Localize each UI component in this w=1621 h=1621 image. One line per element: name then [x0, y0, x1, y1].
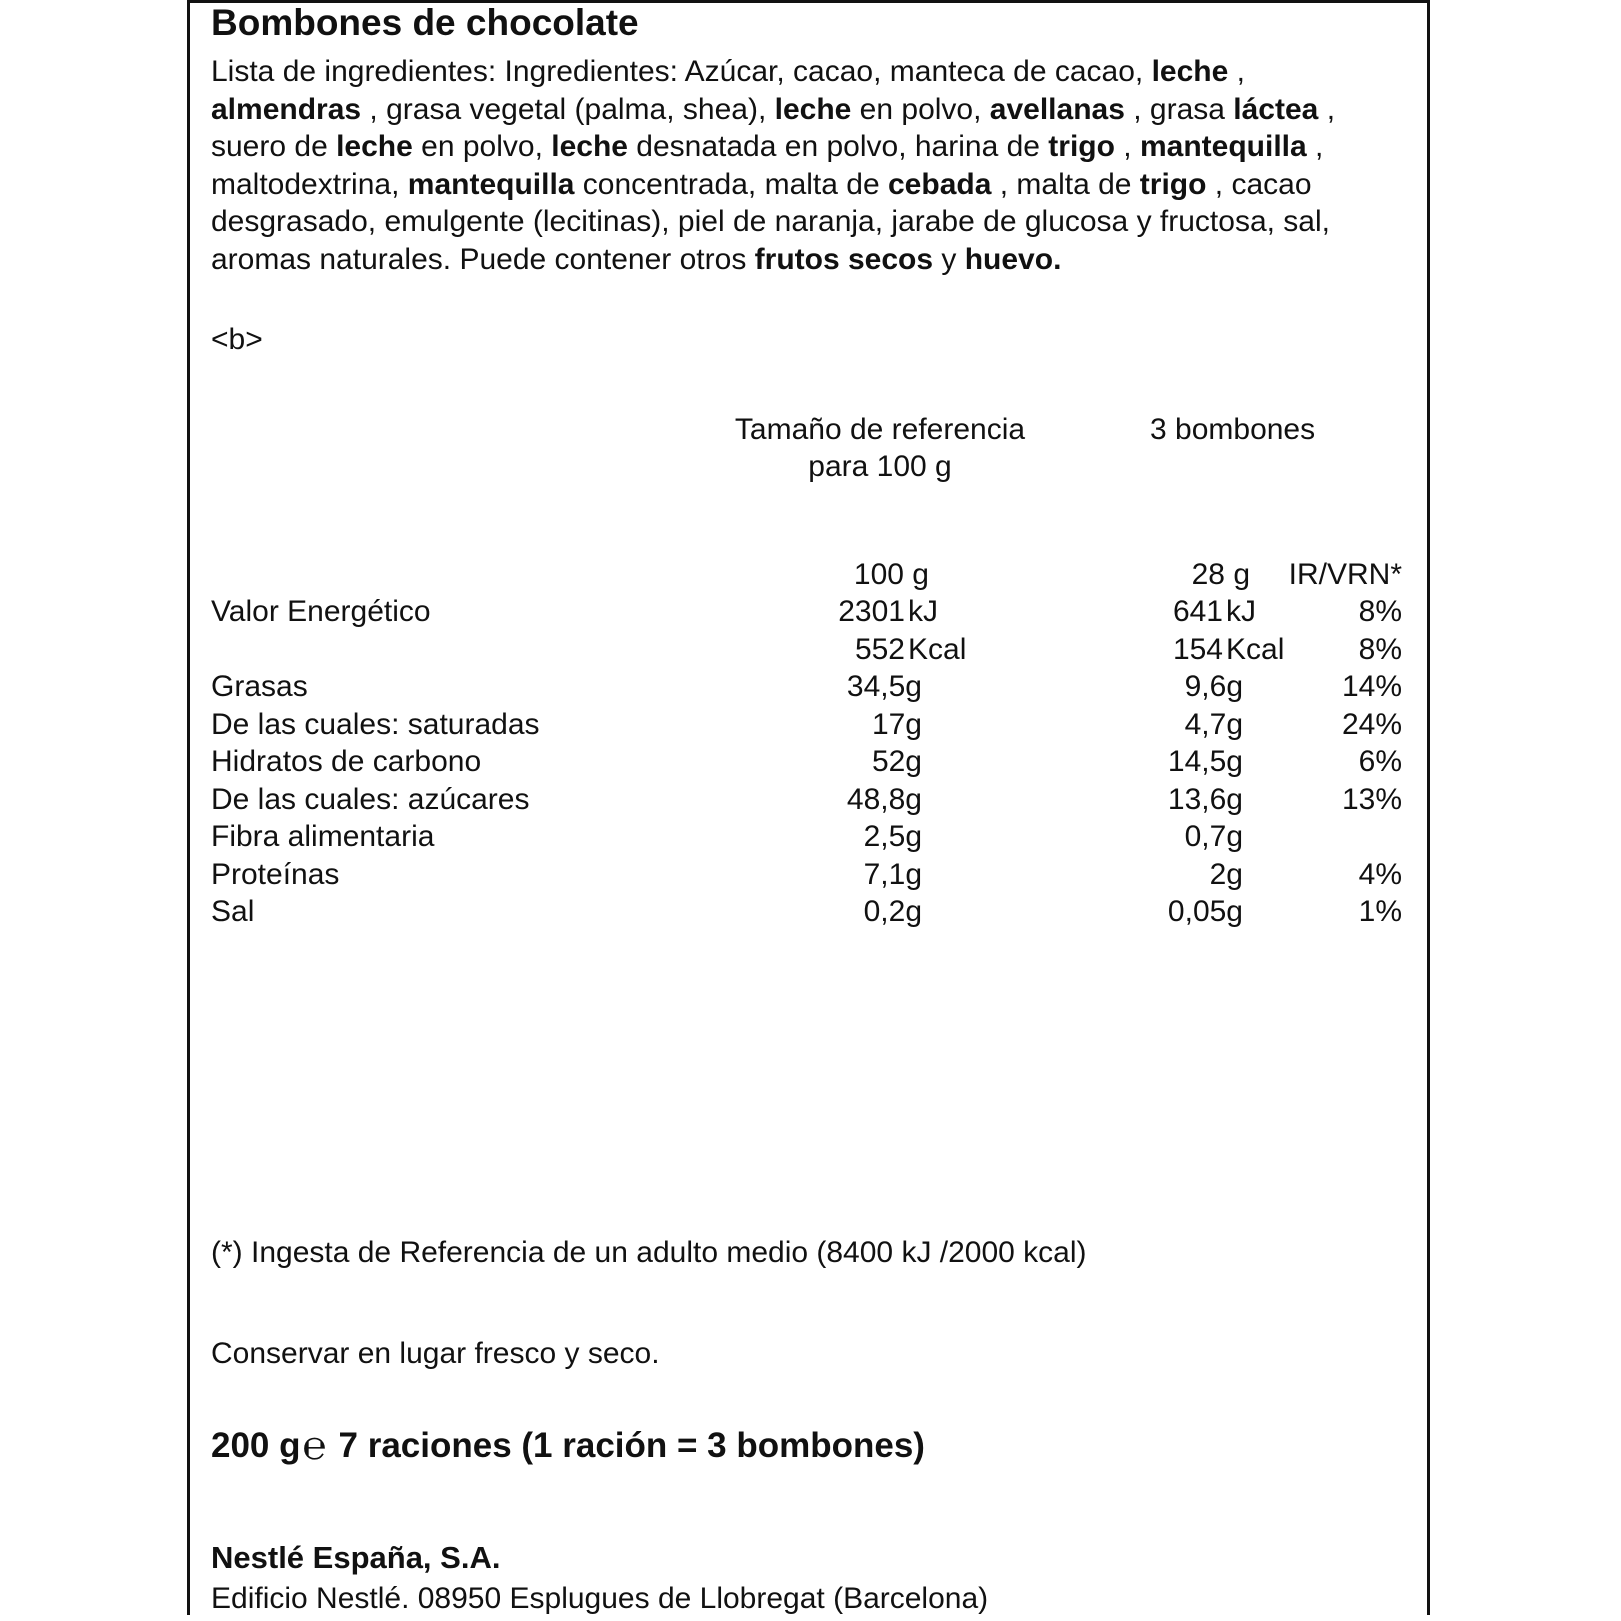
ir-vrn-percent: 8%	[1358, 595, 1402, 628]
ingredient-allergen: leche	[551, 130, 628, 164]
ingredient-allergen: mantequilla	[1139, 130, 1307, 164]
ingredient-text: , cacao desgrasado, emulgente (lecitinas), piel de naranja, jarabe de glucosa y fructosa, sal, aromas naturales. Puede contener otros	[211, 167, 1330, 276]
storage-instructions: Conservar en lugar fresco y seco.	[211, 1337, 660, 1370]
ingredient-allergen: cebada	[888, 167, 992, 201]
value-portion: 4,7g	[1184, 707, 1243, 741]
ir-vrn-percent: 13%	[1341, 782, 1402, 816]
estimated-sign-icon: ℮	[302, 1423, 327, 1469]
value-portion: 641	[1172, 595, 1223, 628]
value-portion: 13,6g	[1167, 782, 1243, 816]
ir-vrn-percent: 24%	[1341, 707, 1402, 741]
ingredient-allergen: mantequilla	[407, 167, 575, 201]
ingredient-text: , grasa	[1124, 92, 1234, 126]
ingredient-text: , suero de	[211, 92, 1336, 164]
value-portion: 14,5g	[1167, 745, 1243, 778]
value-portion: 9,6g	[1184, 670, 1243, 703]
ingredients-list	[211, 53, 1381, 279]
ingredient-allergen: avellanas	[989, 92, 1125, 126]
ir-vrn-percent: 1%	[1358, 895, 1402, 928]
ingredient-text: Lista de ingredientes: Ingredientes: Azúcar, cacao, manteca de cacao,	[211, 55, 1152, 88]
ir-vrn-percent: 8%	[1358, 632, 1402, 666]
value-100g: 2301	[838, 595, 905, 628]
column-header-100g: 100 g	[853, 558, 929, 591]
value-100g: 7,1g	[863, 857, 922, 891]
ingredient-text: concentrada, malta de	[574, 167, 888, 201]
ingredient-allergen: leche	[336, 130, 413, 164]
value-100g: 48,8g	[846, 782, 922, 816]
value-100g: 34,5g	[846, 670, 922, 703]
unit-portion: kJ	[1226, 595, 1256, 628]
reference-size-line1: Tamaño de referencia	[734, 413, 1026, 446]
nutrient-label: Valor Energético	[211, 595, 431, 628]
ingredient-allergen: leche	[774, 92, 852, 126]
value-portion: 0,7g	[1184, 820, 1243, 853]
ingredient-allergen: almendras	[211, 92, 362, 126]
value-portion: 154	[1172, 632, 1223, 666]
ingredient-text: ,	[1114, 130, 1140, 164]
nutrient-label: Fibra alimentaria	[211, 820, 435, 853]
value-100g: 2,5g	[863, 820, 922, 853]
nutrient-label: Grasas	[211, 670, 308, 703]
ingredient-text: ,	[1228, 55, 1245, 88]
ingredient-text: , maltodextrina,	[211, 130, 1324, 201]
ir-vrn-percent: 14%	[1341, 670, 1402, 703]
ingredient-allergen: frutos secos	[754, 242, 934, 276]
reference-size-line2: para 100 g	[808, 450, 952, 483]
value-100g: 17g	[871, 707, 922, 741]
portion-label: 3 bombones	[1150, 413, 1316, 446]
unit-100g: kJ	[908, 595, 938, 628]
column-header-ir-vrn: IR/VRN*	[1288, 558, 1402, 591]
company-name: Nestlé España, S.A.	[211, 1540, 501, 1575]
ingredient-allergen: trigo	[1139, 167, 1207, 201]
ingredient-text: desnatada en polvo, harina de	[627, 130, 1049, 164]
ingredient-allergen: láctea	[1233, 92, 1319, 126]
stray-markup-tag: <b>	[211, 323, 263, 356]
unit-portion: Kcal	[1226, 632, 1285, 666]
net-weight-line	[211, 1422, 925, 1469]
nutrient-label: De las cuales: azúcares	[211, 782, 530, 816]
portions-info: 7 raciones (1 ración = 3 bombones)	[338, 1426, 925, 1465]
ingredient-text: , malta de	[991, 167, 1140, 201]
nutrient-label: Sal	[211, 895, 255, 928]
ingredient-text: en polvo,	[412, 130, 552, 164]
ingredient-text: y	[933, 242, 965, 276]
unit-100g: Kcal	[908, 632, 967, 666]
nutrient-label: De las cuales: saturadas	[211, 707, 540, 741]
value-portion: 0,05g	[1167, 895, 1243, 928]
ir-vrn-percent: 4%	[1358, 857, 1402, 891]
footnote: (*) Ingesta de Referencia de un adulto medio (8400 kJ /2000 kcal)	[211, 1236, 1087, 1269]
ingredient-allergen: leche	[1151, 55, 1229, 88]
column-header-portion: 28 g	[1191, 558, 1250, 591]
value-portion: 2g	[1209, 857, 1243, 891]
company-address: Edificio Nestlé. 08950 Esplugues de Llobregat (Barcelona)	[211, 1582, 989, 1615]
nutrient-label: Hidratos de carbono	[211, 745, 482, 778]
value-100g: 52g	[871, 745, 922, 778]
product-title: Bombones de chocolate	[211, 2, 639, 43]
value-100g: 552	[854, 632, 905, 666]
net-weight: 200 g	[211, 1426, 301, 1465]
nutrient-label: Proteínas	[211, 857, 340, 891]
ingredient-text: en polvo,	[851, 92, 990, 126]
value-100g: 0,2g	[863, 895, 922, 928]
ir-vrn-percent: 6%	[1358, 745, 1402, 778]
ingredient-allergen: trigo	[1048, 130, 1115, 164]
ingredient-allergen: huevo.	[964, 242, 1062, 276]
ingredient-text: , grasa vegetal (palma, shea),	[361, 92, 775, 126]
